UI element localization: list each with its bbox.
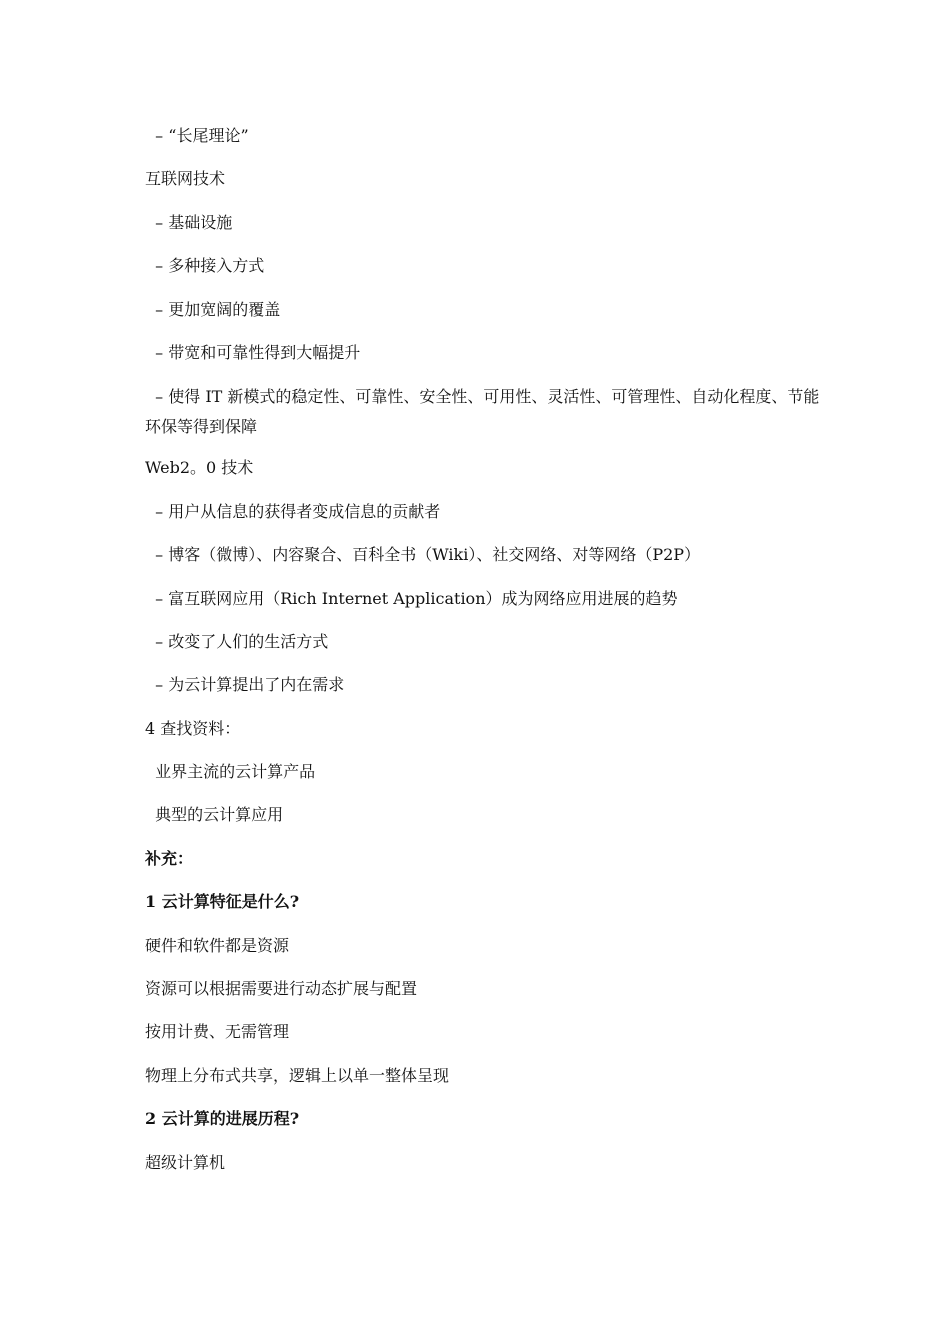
text-line-infrastructure: – 基础设施 — [145, 212, 233, 232]
text-line-user-contributor: – 用户从信息的获得者变成信息的贡献者 — [145, 501, 441, 521]
text-heading-q2: 2 云计算的进展历程? — [145, 1109, 300, 1129]
text-line-distributed-sharing: 物理上分布式共享，逻辑上以单一整体呈现 — [145, 1065, 450, 1085]
text-line-access-methods: – 多种接入方式 — [145, 256, 265, 276]
document-body — [145, 122, 825, 1192]
text-line-supercomputer: 超级计算机 — [145, 1152, 226, 1172]
text-heading-q1: 1 云计算特征是什么? — [145, 892, 300, 912]
text-line-internet-tech: 互联网技术 — [145, 169, 226, 189]
text-line-resources: 硬件和软件都是资源 — [145, 935, 290, 955]
text-line-long-tail-theory: – “长尾理论” — [145, 126, 249, 145]
text-line-inner-demand: – 为云计算提出了内在需求 — [145, 675, 345, 695]
text-line-it-model-guarantee: – 使得 IT 新模式的稳定性、可靠性、安全性、可用性、灵活性、可管理性、自动化程度、节能环保等得到保障 — [145, 387, 820, 437]
text-line-pay-per-use: 按用计费、无需管理 — [145, 1022, 290, 1042]
text-line-ria: – 富互联网应用（Rich Internet Application）成为网络应用进展的趋势 — [145, 588, 678, 608]
text-line-web20-tech: Web2。0 技术 — [145, 458, 254, 478]
text-line-blog-wiki-p2p: – 博客（微博）、内容聚合、百科全书（Wiki）、社交网络、对等网络（P2P） — [145, 545, 701, 565]
text-line-typical-apps: 典型的云计算应用 — [145, 805, 284, 825]
text-line-mainstream-products: 业界主流的云计算产品 — [145, 762, 316, 782]
text-line-lifestyle: – 改变了人们的生活方式 — [145, 631, 329, 651]
text-line-dynamic-scaling: 资源可以根据需要进行动态扩展与配置 — [145, 979, 418, 999]
text-heading-supplement: 补充： — [145, 848, 194, 868]
text-line-find-materials: 4 查找资料： — [145, 718, 241, 738]
text-line-coverage: – 更加宽阔的覆盖 — [145, 299, 281, 319]
text-line-bandwidth: – 带宽和可靠性得到大幅提升 — [145, 342, 361, 362]
